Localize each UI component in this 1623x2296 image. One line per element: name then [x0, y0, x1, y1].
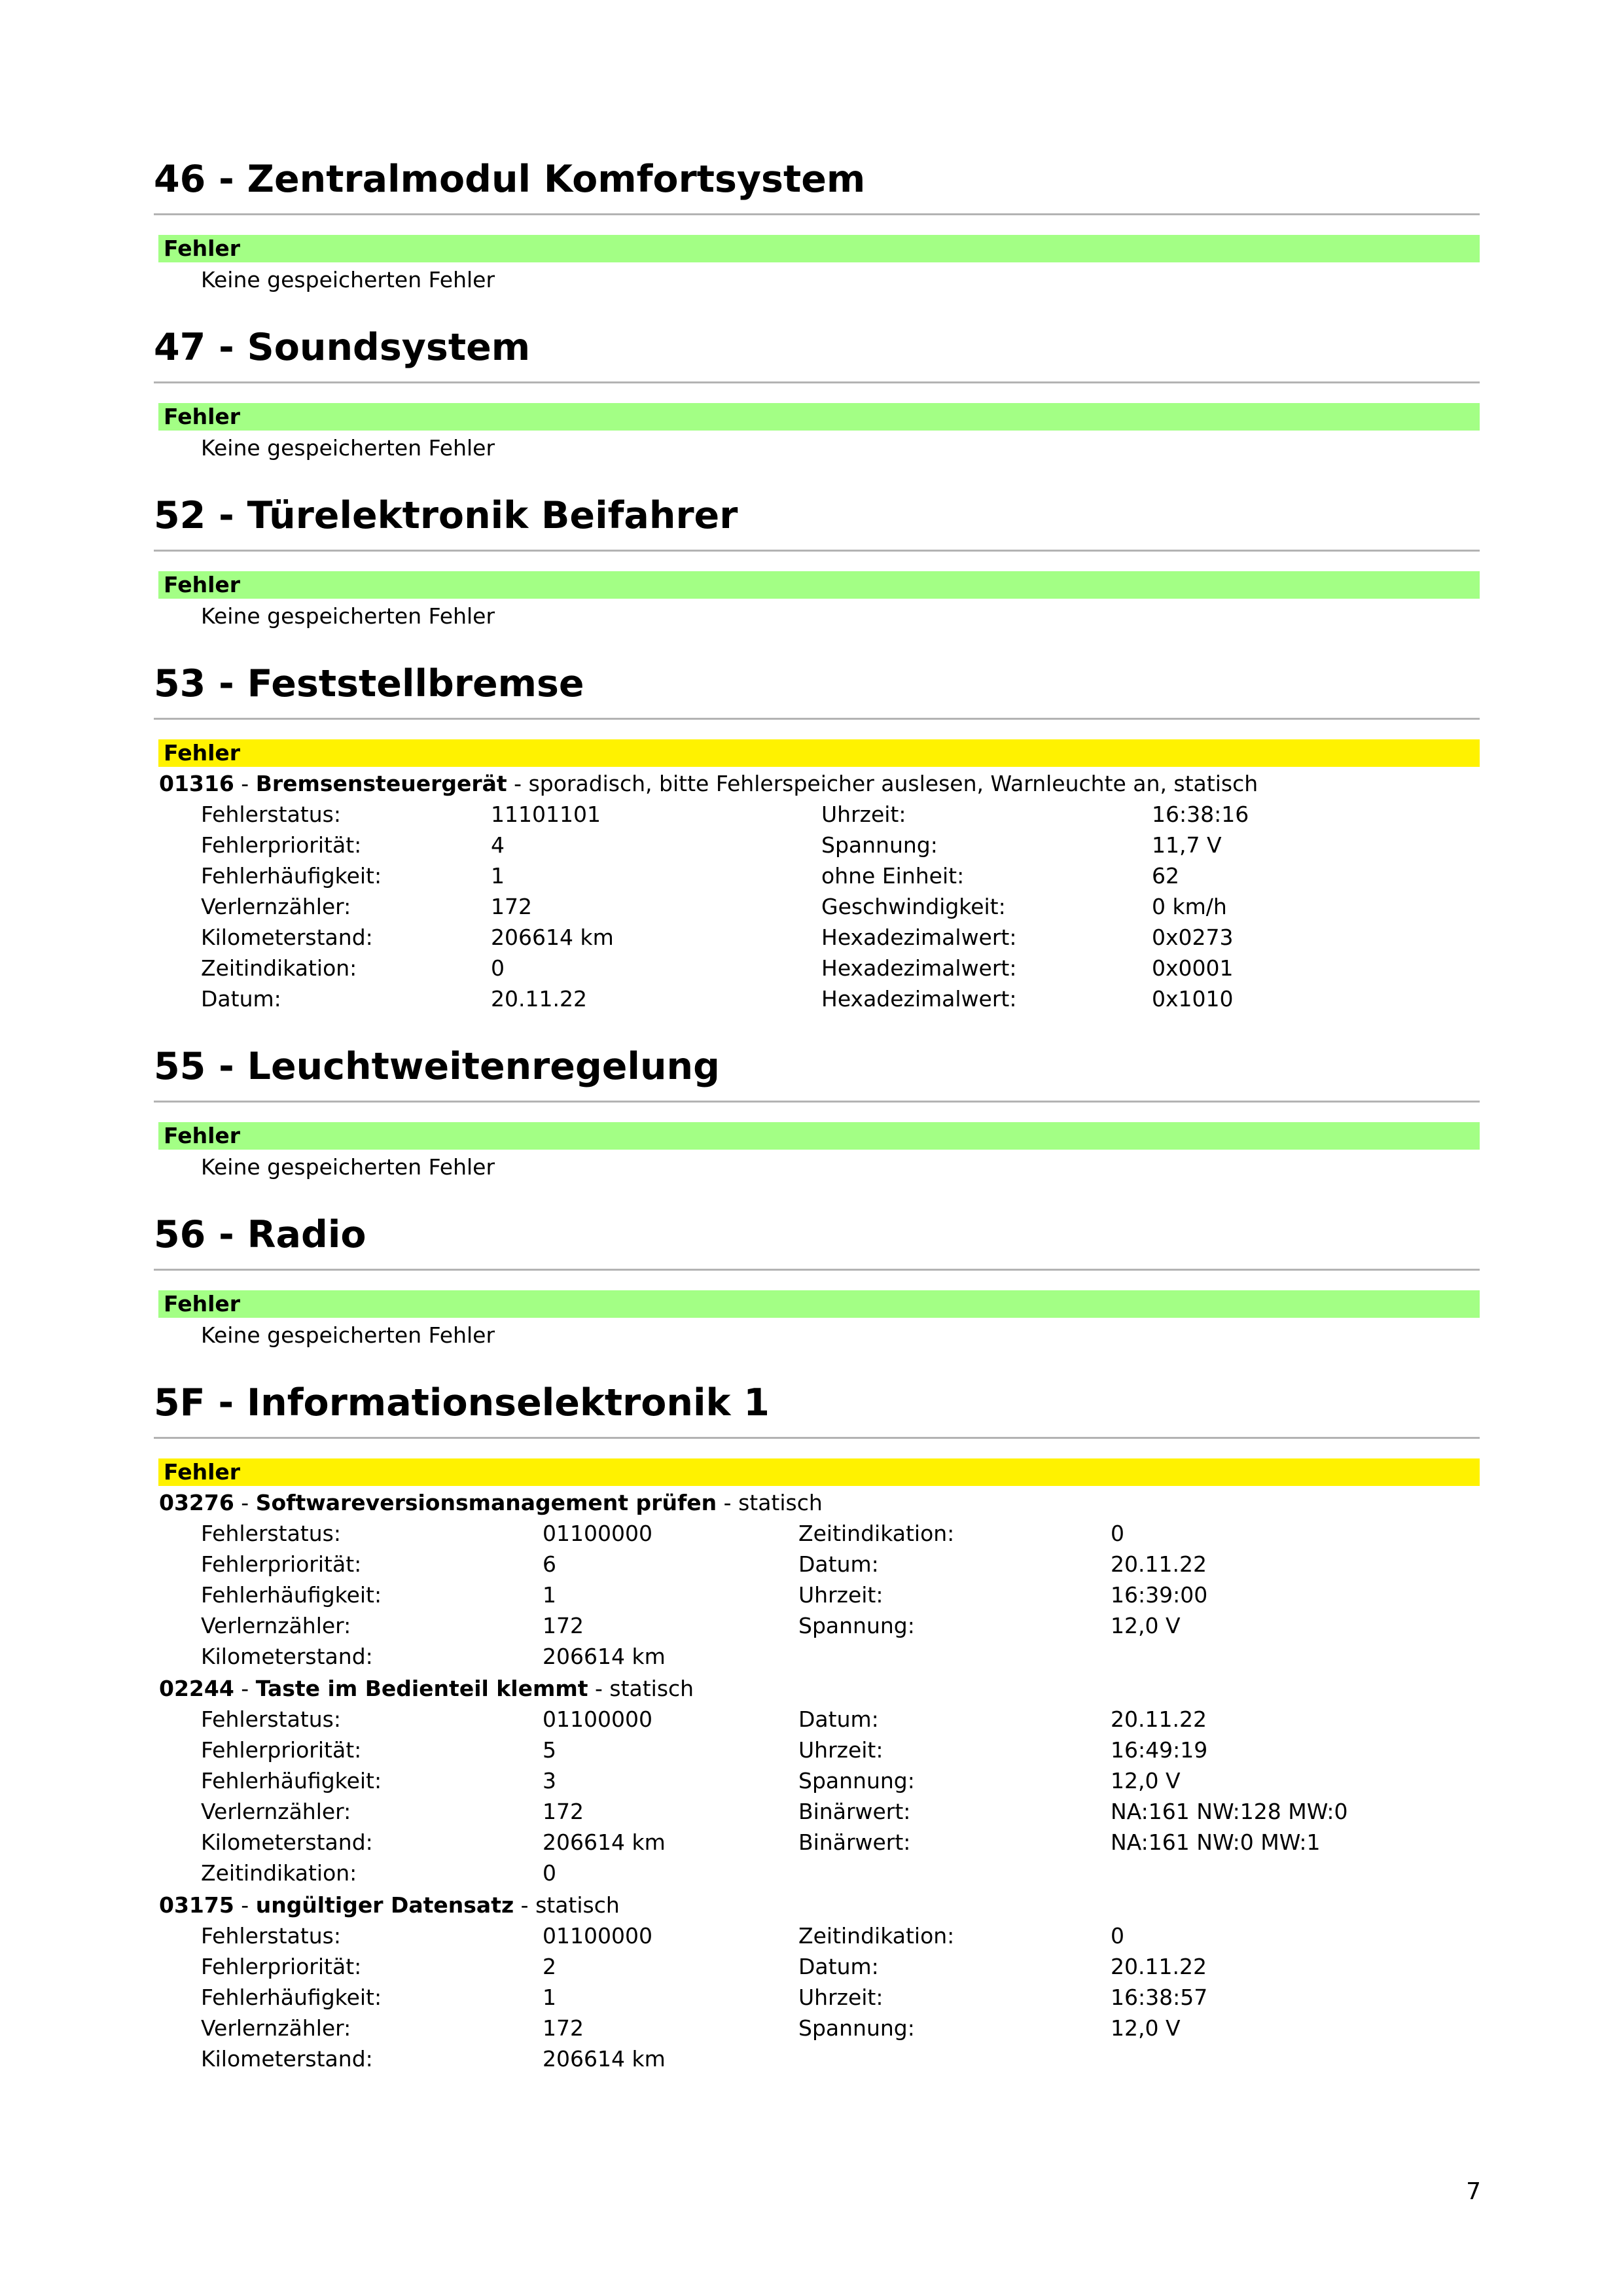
- divider: [154, 550, 1480, 552]
- detail-value: 20.11.22: [1111, 1954, 1207, 1979]
- detail-value: 206614 km: [491, 925, 614, 950]
- section-title: 5F - Informationselektronik 1: [154, 1381, 770, 1424]
- no-faults-text: Keine gespeicherten Fehler: [201, 1154, 495, 1180]
- detail-row: [154, 2013, 1480, 2043]
- fault-header: [154, 1487, 1480, 1518]
- fault-details-table: [154, 1518, 1480, 1672]
- fault-band-ok: Fehler: [158, 1290, 1480, 1318]
- detail-label: Geschwindigkeit:: [821, 894, 1006, 919]
- detail-value: 16:49:19: [1111, 1737, 1208, 1763]
- fault-details-table: [154, 1704, 1480, 1888]
- detail-label: Datum:: [201, 986, 281, 1012]
- divider: [154, 213, 1480, 215]
- detail-value: NA:161 NW:128 MW:0: [1111, 1799, 1348, 1824]
- detail-row: [154, 891, 1480, 922]
- detail-label: Fehlerstatus:: [201, 1923, 341, 1949]
- detail-row: [154, 2043, 1480, 2074]
- section-title: 55 - Leuchtweitenregelung: [154, 1045, 720, 1088]
- detail-label: Binärwert:: [798, 1829, 911, 1855]
- fault-name: Bremsensteuergerät: [255, 771, 507, 796]
- detail-value: 20.11.22: [1111, 1551, 1207, 1577]
- detail-label: Zeitindikation:: [798, 1923, 955, 1949]
- detail-label: Spannung:: [798, 1768, 915, 1793]
- detail-value: 1: [543, 1985, 556, 2010]
- detail-value: 0: [543, 1860, 556, 1886]
- detail-row: [154, 1580, 1480, 1610]
- detail-label: Binärwert:: [798, 1799, 911, 1824]
- fault-separator: -: [234, 1490, 256, 1515]
- detail-row: [154, 1549, 1480, 1580]
- detail-label: Verlernzähler:: [201, 1613, 351, 1638]
- detail-row: [154, 1951, 1480, 1982]
- fault-band-ok: Fehler: [158, 1122, 1480, 1150]
- divider: [154, 1269, 1480, 1271]
- detail-value: 206614 km: [543, 1829, 666, 1855]
- detail-value: 12,0 V: [1111, 1613, 1181, 1638]
- detail-label: Fehlerhäufigkeit:: [201, 1985, 382, 2010]
- section-53: [154, 656, 1480, 1014]
- detail-label: Verlernzähler:: [201, 2015, 351, 2041]
- fault-band-error: Fehler: [158, 739, 1480, 767]
- detail-value: 206614 km: [543, 2046, 666, 2072]
- detail-label: Fehlerstatus:: [201, 1706, 341, 1732]
- detail-row: [154, 1920, 1480, 1951]
- fault-header: [154, 1890, 1480, 1920]
- detail-row: [154, 1704, 1480, 1735]
- detail-row: [154, 983, 1480, 1014]
- detail-value: 0x0273: [1152, 925, 1234, 950]
- detail-row: [154, 953, 1480, 983]
- fault-band-ok: Fehler: [158, 235, 1480, 262]
- detail-label: Fehlerstatus:: [201, 1521, 341, 1546]
- fault-band-ok: Fehler: [158, 571, 1480, 599]
- fault-code: 03175: [159, 1892, 234, 1918]
- detail-value: 5: [543, 1737, 556, 1763]
- fault-band-ok: Fehler: [158, 403, 1480, 431]
- detail-value: 20.11.22: [491, 986, 587, 1012]
- detail-value: 6: [543, 1551, 556, 1577]
- detail-value: 0 km/h: [1152, 894, 1227, 919]
- detail-value: 172: [543, 1799, 584, 1824]
- detail-label: Zeitindikation:: [201, 955, 357, 981]
- detail-row: [154, 1796, 1480, 1827]
- detail-label: Fehlerhäufigkeit:: [201, 1768, 382, 1793]
- section-47: [154, 320, 1480, 463]
- detail-label: Hexadezimalwert:: [821, 925, 1017, 950]
- detail-value: 3: [543, 1768, 556, 1793]
- detail-value: 0x0001: [1152, 955, 1234, 981]
- detail-row: [154, 799, 1480, 830]
- detail-row: [154, 830, 1480, 860]
- section-55: [154, 1039, 1480, 1182]
- detail-label: Uhrzeit:: [798, 1737, 883, 1763]
- detail-value: 16:38:16: [1152, 802, 1249, 827]
- section-52: [154, 488, 1480, 631]
- detail-value: 172: [543, 2015, 584, 2041]
- detail-value: 0: [1111, 1923, 1124, 1949]
- detail-row: [154, 1827, 1480, 1858]
- detail-value: 4: [491, 832, 505, 858]
- fault-description: - statisch: [588, 1676, 694, 1701]
- section-title: 46 - Zentralmodul Komfortsystem: [154, 158, 866, 201]
- divider: [154, 718, 1480, 720]
- detail-label: Zeitindikation:: [201, 1860, 357, 1886]
- detail-value: 172: [543, 1613, 584, 1638]
- detail-row: [154, 860, 1480, 891]
- no-faults-text: Keine gespeicherten Fehler: [201, 603, 495, 629]
- fault-description: - sporadisch, bitte Fehlerspeicher auslesen, Warnleuchte an, statisch: [507, 771, 1258, 796]
- detail-label: Spannung:: [798, 2015, 915, 2041]
- detail-value: 12,0 V: [1111, 1768, 1181, 1793]
- fault-header: [154, 768, 1480, 799]
- detail-label: Fehlerpriorität:: [201, 832, 362, 858]
- detail-value: 62: [1152, 863, 1179, 889]
- detail-value: 206614 km: [543, 1644, 666, 1669]
- detail-value: 20.11.22: [1111, 1706, 1207, 1732]
- detail-label: Fehlerpriorität:: [201, 1954, 362, 1979]
- detail-label: Spannung:: [798, 1613, 915, 1638]
- no-faults-text: Keine gespeicherten Fehler: [201, 267, 495, 292]
- detail-row: [154, 922, 1480, 953]
- detail-label: Fehlerstatus:: [201, 802, 341, 827]
- no-faults-text: Keine gespeicherten Fehler: [201, 1322, 495, 1348]
- no-faults-text: Keine gespeicherten Fehler: [201, 435, 495, 461]
- detail-value: 16:39:00: [1111, 1582, 1208, 1608]
- detail-label: Fehlerhäufigkeit:: [201, 1582, 382, 1608]
- detail-label: Hexadezimalwert:: [821, 986, 1017, 1012]
- detail-row: [154, 1765, 1480, 1796]
- detail-row: [154, 1518, 1480, 1549]
- section-title: 47 - Soundsystem: [154, 326, 531, 369]
- detail-value: 2: [543, 1954, 556, 1979]
- detail-value: 01100000: [543, 1521, 652, 1546]
- section-title: 52 - Türelektronik Beifahrer: [154, 494, 738, 537]
- detail-label: Datum:: [798, 1706, 879, 1732]
- detail-value: 16:38:57: [1111, 1985, 1208, 2010]
- detail-value: 1: [491, 863, 505, 889]
- detail-label: Spannung:: [821, 832, 938, 858]
- detail-label: Fehlerhäufigkeit:: [201, 863, 382, 889]
- detail-value: NA:161 NW:0 MW:1: [1111, 1829, 1321, 1855]
- detail-label: Datum:: [798, 1551, 879, 1577]
- fault-code: 03276: [159, 1490, 234, 1515]
- section-46: [154, 152, 1480, 295]
- report-content: [154, 152, 1480, 2074]
- detail-label: Datum:: [798, 1954, 879, 1979]
- detail-row: [154, 1610, 1480, 1641]
- fault-code: 01316: [159, 771, 234, 796]
- detail-label: Kilometerstand:: [201, 925, 373, 950]
- detail-label: Hexadezimalwert:: [821, 955, 1017, 981]
- fault-name: Softwareversionsmanagement prüfen: [255, 1490, 717, 1515]
- detail-row: [154, 1735, 1480, 1765]
- detail-value: 0: [491, 955, 505, 981]
- fault-name: ungültiger Datensatz: [255, 1892, 514, 1918]
- section-56: [154, 1207, 1480, 1351]
- fault-code: 02244: [159, 1676, 234, 1701]
- fault-description: - statisch: [514, 1892, 620, 1918]
- detail-label: Verlernzähler:: [201, 894, 351, 919]
- detail-value: 1: [543, 1582, 556, 1608]
- detail-value: 0x1010: [1152, 986, 1234, 1012]
- section-5f: [154, 1375, 1480, 2074]
- detail-label: Kilometerstand:: [201, 1644, 373, 1669]
- detail-value: 11,7 V: [1152, 832, 1222, 858]
- fault-header: [154, 1673, 1480, 1704]
- fault-separator: -: [234, 1892, 256, 1918]
- detail-label: Kilometerstand:: [201, 1829, 373, 1855]
- fault-separator: -: [234, 771, 256, 796]
- detail-label: Fehlerpriorität:: [201, 1551, 362, 1577]
- fault-name: Taste im Bedienteil klemmt: [255, 1676, 588, 1701]
- divider: [154, 381, 1480, 383]
- detail-label: Zeitindikation:: [798, 1521, 955, 1546]
- divider: [154, 1101, 1480, 1103]
- section-title: 56 - Radio: [154, 1213, 366, 1256]
- detail-value: 172: [491, 894, 532, 919]
- detail-label: Uhrzeit:: [798, 1985, 883, 2010]
- fault-band-error: Fehler: [158, 1458, 1480, 1486]
- fault-details-table: [154, 1920, 1480, 2074]
- detail-value: 12,0 V: [1111, 2015, 1181, 2041]
- detail-label: Verlernzähler:: [201, 1799, 351, 1824]
- divider: [154, 1437, 1480, 1439]
- detail-value: 11101101: [491, 802, 601, 827]
- fault-details-table: [154, 799, 1480, 1014]
- detail-value: 01100000: [543, 1923, 652, 1949]
- detail-label: ohne Einheit:: [821, 863, 965, 889]
- detail-label: Uhrzeit:: [821, 802, 906, 827]
- fault-description: - statisch: [717, 1490, 823, 1515]
- detail-row: [154, 1982, 1480, 2013]
- fault-separator: -: [234, 1676, 256, 1701]
- detail-label: Uhrzeit:: [798, 1582, 883, 1608]
- page-number: 7: [1466, 2178, 1481, 2205]
- section-title: 53 - Feststellbremse: [154, 662, 584, 705]
- detail-label: Fehlerpriorität:: [201, 1737, 362, 1763]
- detail-row: [154, 1858, 1480, 1888]
- detail-value: 0: [1111, 1521, 1124, 1546]
- detail-row: [154, 1641, 1480, 1672]
- detail-label: Kilometerstand:: [201, 2046, 373, 2072]
- detail-value: 01100000: [543, 1706, 652, 1732]
